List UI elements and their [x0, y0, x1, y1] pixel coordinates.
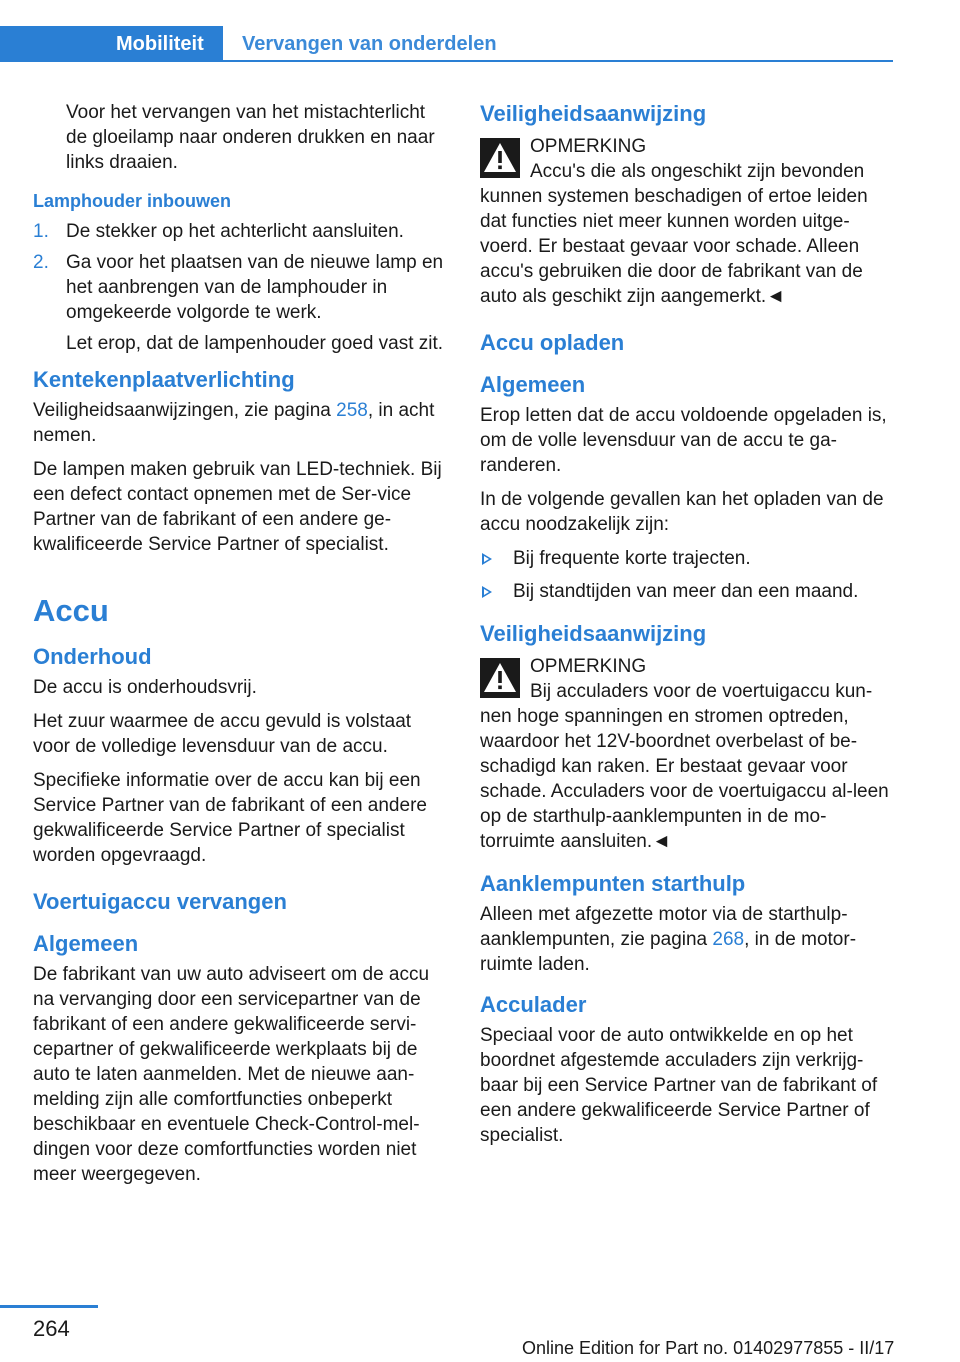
onderhoud-paragraph-3: Specifieke informatie over de accu kan bij een Service Partner van de fabrikant of een andere gekwalificeerde Service Partner of specialist worden opgevraagd. [33, 770, 427, 866]
onderhoud-paragraph-1: De accu is onderhoudsvrij. [33, 677, 257, 698]
bullet-list [480, 546, 894, 604]
warning-box-2 [480, 654, 894, 854]
algemeen-paragraph-2: In de volgende gevallen kan het opladen van de accu noodzakelijk zijn: [480, 489, 884, 535]
footer-accent-line [0, 1305, 98, 1308]
steps-list [33, 219, 451, 325]
text-span: , in acht nemen. [33, 400, 435, 446]
acculader-paragraph: Speciaal voor de auto ontwikkelde en op het boordnet afgestemde acculaders zijn verkrijg-baar bij een Service Partner van de fabrikant of een andere gekwalificeerde Service Partner of specialist. [480, 1025, 878, 1146]
warning-label: OPMERKING [530, 656, 647, 677]
list-item [33, 250, 451, 325]
page-number: 264 [33, 1316, 70, 1341]
kenteken-heading: Kentekenplaatverlichting [33, 367, 295, 392]
voertuigaccu-vervangen-heading: Voertuigaccu vervangen [33, 889, 287, 914]
onderhoud-paragraph-2: Het zuur waarmee de accu gevuld is volstaat voor de volledige levensduur van de accu. [33, 711, 412, 757]
list-item [480, 546, 894, 571]
warning-box-1 [480, 134, 894, 309]
bullet-text: Bij frequente korte trajecten. [513, 548, 751, 569]
step-text: Ga voor het plaatsen van de nieuwe lamp en het aanbrengen van de lamphouder in omgekeerde volgorde te werk. [66, 252, 444, 323]
warning-triangle-icon [480, 658, 520, 698]
warning-text: Bij acculaders voor de voertuigaccu kun-nen hoge spanningen en stromen optreden, waardoor het 12V-boordnet overbelast of be-schadigd kan raken. Er bestaat gevaar voor schade. Acculaders voor de voertuigaccu al-leen op de starthulp-aanklempunten in de mo-torruimte aansluiten.◄ [480, 681, 889, 852]
triangle-bullet-icon [482, 586, 492, 598]
step-note: Let erop, dat de lampenhouder goed vast zit. [66, 333, 444, 354]
aanklempunten-paragraph [480, 902, 894, 977]
algemeen-heading: Algemeen [33, 931, 139, 956]
step-number: 1. [33, 221, 49, 242]
warning-label: OPMERKING [530, 136, 647, 157]
bullet-text: Bij standtijden van meer dan een maand. [513, 581, 859, 602]
acculader-heading: Acculader [480, 992, 587, 1017]
step-text: De stekker op het achterlicht aansluiten. [66, 221, 404, 242]
text-span: Veiligheidsaanwijzingen, zie pagina [33, 400, 337, 421]
page-link-258[interactable]: 258 [336, 400, 368, 421]
text-span: , in de motor-ruimte laden. [480, 929, 857, 975]
lamphouder-heading: Lamphouder inbouwen [33, 191, 231, 211]
page-link-268[interactable]: 268 [712, 929, 745, 950]
onderhoud-heading: Onderhoud [33, 644, 152, 669]
header-tabbar [0, 26, 893, 62]
warning-triangle-icon [480, 138, 520, 178]
right-column [480, 100, 894, 1157]
accu-opladen-heading: Accu opladen [480, 330, 625, 355]
left-column [33, 100, 451, 1196]
accu-heading: Accu [33, 593, 109, 628]
algemeen-paragraph-1: Erop letten dat de accu voldoende opgeladen is, om de volle levensduur van de accu te ga-randeren. [480, 405, 887, 476]
intro-paragraph: Voor het vervangen van het mistachterlicht de gloeilamp naar onderen drukken en naar links draaien. [66, 102, 435, 173]
kenteken-paragraph-1 [33, 398, 451, 448]
list-item [480, 579, 894, 604]
edition-text: Online Edition for Part no. 01402977855 - II/17 [522, 1338, 895, 1358]
step-number: 2. [33, 252, 49, 273]
text-span: Alleen met afgezette motor via de starthulp-aanklempunten, zie pagina [480, 904, 848, 950]
triangle-bullet-icon [482, 553, 492, 565]
algemeen-heading: Algemeen [480, 372, 586, 397]
tab-mobiliteit[interactable]: Mobiliteit [0, 26, 223, 62]
veiligheidsaanwijzing-heading-1: Veiligheidsaanwijzing [480, 101, 707, 126]
algemeen-paragraph: De fabrikant van uw auto adviseert om de accu na vervanging door een servicepartner van de fabrikant of een andere gekwalificeerde servi-cepartner of gekwalificeerde werkplaats bij de auto te laten aanmelden. Met de nieuwe aan-melding zijn alle comfortfuncties onbeperkt beschikbaar en eventuele Check-Control-mel-dingen voor deze comfortfuncties worden niet meer weergegeven. [33, 964, 430, 1185]
tab-vervangen-van-onderdelen[interactable]: Vervangen van onderdelen [242, 33, 497, 55]
kenteken-paragraph-2: De lampen maken gebruik van LED-techniek. Bij een defect contact opnemen met de Ser-vice Partner van de fabrikant of een andere ge-kwalificeerde Service Partner of specialist. [33, 459, 442, 555]
veiligheidsaanwijzing-heading-2: Veiligheidsaanwijzing [480, 621, 707, 646]
aanklempunten-heading: Aanklempunten starthulp [480, 871, 746, 896]
warning-text: Accu's die als ongeschikt zijn bevonden kunnen systemen beschadigen of ertoe leiden dat functies niet meer kunnen worden uitge-voerd. Er bestaat gevaar voor schade. Alleen accu's gebruiken die door de fabrikant van de auto als geschikt zijn aangemerkt.◄ [480, 161, 868, 307]
list-item [33, 219, 451, 244]
